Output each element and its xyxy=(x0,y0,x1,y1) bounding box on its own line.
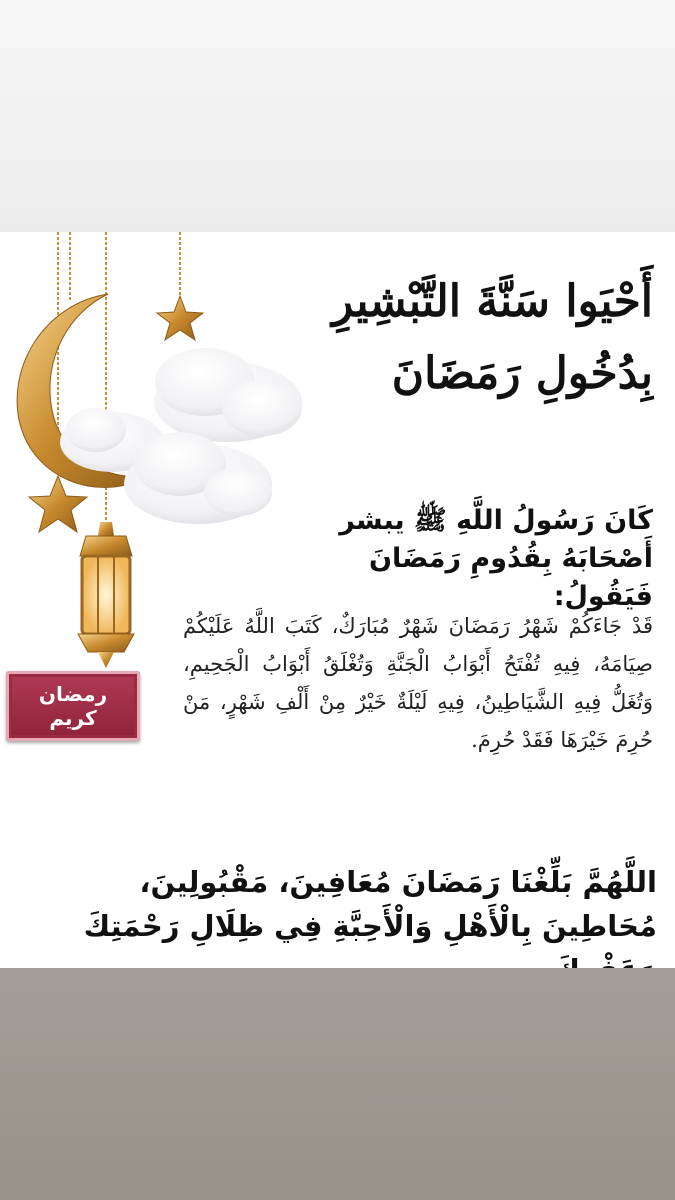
hadith-text: قَدْ جَاءَكُمْ شَهْرُ رَمَضَانَ شَهْرٌ مُبَارَكٌ، كَتَبَ اللَّهُ عَلَيْكُمْ صِيَامَهُ، فِيهِ تُفْتَحُ أَبْوَابُ الْجَنَّةِ وَتُغْلَقُ أَبْوَابُ الْجَحِيمِ، وَتُغَلُّ فِيهِ الشَّيَاطِينُ، فِيهِ لَيْلَةٌ خَيْرٌ مِنْ أَلْفِ شَهْرٍ، مَنْ حُرِمَ خَيْرَهَا فَقَدْ حُرِمَ. xyxy=(183,614,653,752)
badge-line-2: كريم xyxy=(49,706,97,730)
star-icon xyxy=(29,476,87,532)
page-title-line-1: أَحْيَوا سَنَّةَ التَّبْشِيرِ xyxy=(331,276,653,327)
intro-line-1: كَانَ رَسُولُ اللَّهِ ﷺ يبشر xyxy=(339,505,653,536)
bottom-blank-area xyxy=(0,968,675,1200)
dua-text: اللَّهُمَّ بَلِّغْنَا رَمَضَانَ مُعَافِينَ، مَقْبُولِينَ، مُحَاطِينَ بِالْأَهْلِ وَالْأَحِبَّةِ فِي ظِلَالِ رَحْمَتِكَ xyxy=(83,865,657,943)
badge-line-1: رمضان xyxy=(38,682,108,706)
cloud-icon xyxy=(124,432,272,524)
intro-line-2: أَصْحَابَهُ بِقُدُومِ رَمَضَانَ فَيَقُولُ: xyxy=(368,543,653,612)
ramadan-card xyxy=(0,232,675,968)
star-icon xyxy=(157,296,203,340)
lantern-icon xyxy=(78,522,134,668)
page-title-line-2: بِدُخُولِ رَمَضَانَ xyxy=(391,348,653,399)
ramadan-kareem-badge xyxy=(6,671,140,741)
top-blank-area xyxy=(0,0,675,232)
